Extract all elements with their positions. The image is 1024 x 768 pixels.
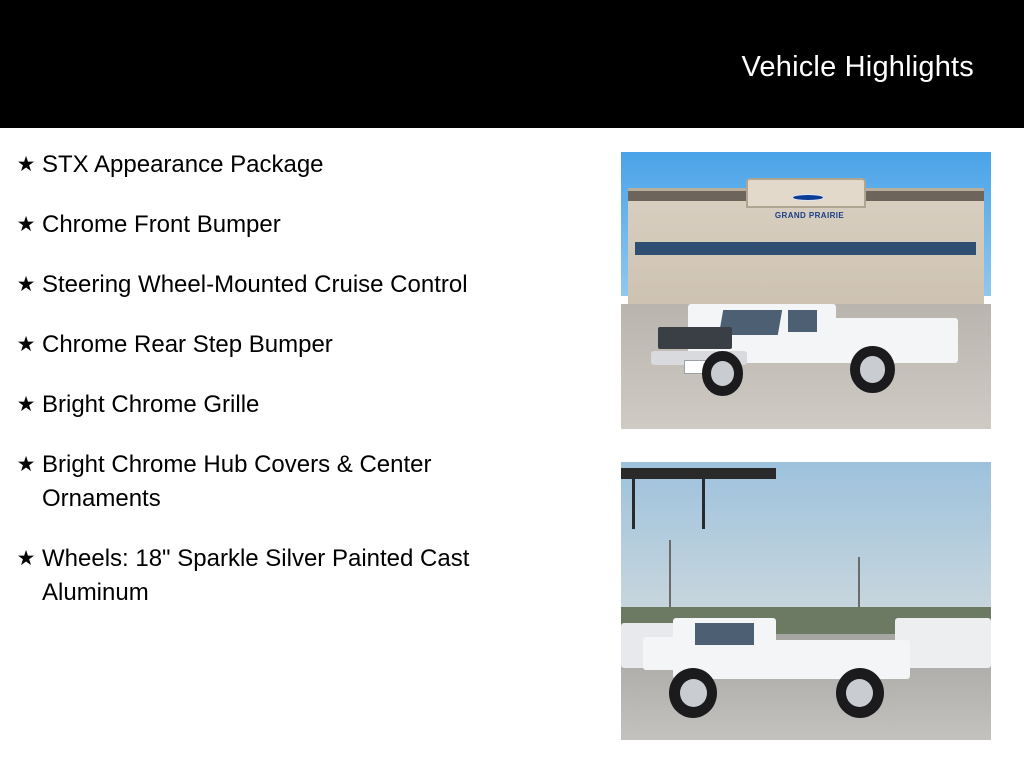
list-item	[10, 328, 590, 362]
list-item-label: Chrome Rear Step Bumper	[42, 331, 333, 358]
hood	[643, 637, 687, 670]
list-item	[10, 268, 590, 302]
list-item-label: Steering Wheel-Mounted Cruise Control	[42, 271, 468, 298]
star-icon: ★	[16, 153, 36, 176]
list-item	[10, 542, 590, 610]
side-window	[788, 310, 818, 332]
rear-wheel	[850, 346, 894, 393]
list-item-label: Chrome Front Bumper	[42, 211, 281, 238]
star-icon: ★	[16, 273, 36, 296]
list-item	[10, 148, 590, 182]
side-window	[695, 623, 754, 645]
list-item	[10, 388, 590, 422]
star-icon: ★	[16, 453, 36, 476]
list-item-label: Wheels: 18" Sparkle Silver Painted Cast Aluminum	[42, 545, 470, 606]
light-pole	[669, 540, 671, 612]
lot-canopy	[621, 468, 776, 479]
showroom-windows	[635, 242, 976, 255]
star-icon: ★	[16, 547, 36, 570]
front-wheel	[702, 351, 743, 395]
slide-header-bar	[0, 0, 1024, 128]
star-icon: ★	[16, 333, 36, 356]
dealership-building	[628, 188, 983, 307]
list-item-label: Bright Chrome Hub Covers & Center Ornaments	[42, 451, 432, 512]
star-icon: ★	[16, 213, 36, 236]
vehicle-photo-dealership	[621, 152, 991, 429]
list-item	[10, 448, 590, 516]
vehicle-photo-lot	[621, 462, 991, 740]
canopy-leg	[632, 479, 635, 529]
star-icon: ★	[16, 393, 36, 416]
rear-wheel	[836, 668, 884, 718]
light-pole	[858, 557, 860, 613]
dealer-sign-text: GRAND PRAIRIE	[774, 210, 845, 220]
vehicle-highlights-list	[10, 148, 590, 636]
list-item	[10, 208, 590, 242]
list-item-label: Bright Chrome Grille	[42, 391, 260, 418]
truck-bed	[762, 640, 910, 679]
front-wheel	[669, 668, 717, 718]
sign-panel	[746, 178, 867, 208]
list-item-label: STX Appearance Package	[42, 151, 324, 178]
canopy-leg	[702, 479, 705, 529]
page-title: Vehicle Highlights	[741, 51, 974, 83]
front-grille	[658, 327, 732, 349]
